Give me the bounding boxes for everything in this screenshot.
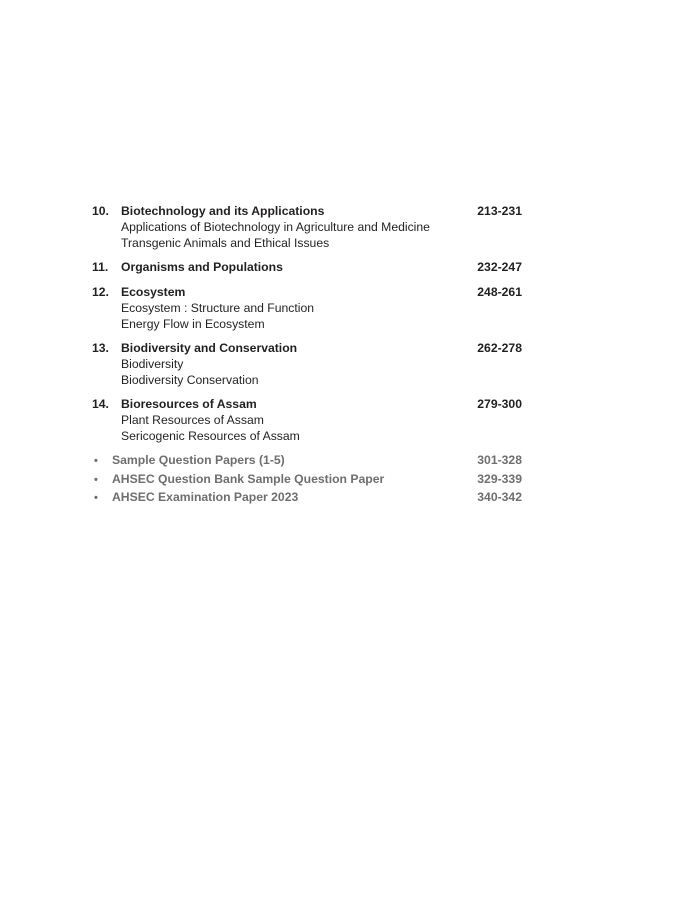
subtopic: Biodiversity — [121, 357, 184, 371]
bullet-icon: • — [94, 473, 98, 486]
subtopic: Sericogenic Resources of Assam — [121, 428, 300, 443]
chapter-pages: 262-278 — [477, 341, 522, 355]
chapter-entry — [92, 260, 522, 276]
extra-entry — [92, 490, 522, 509]
extras-list — [92, 453, 522, 509]
chapter-pages: 213-231 — [477, 204, 522, 218]
chapter-number: 11. — [92, 260, 109, 274]
chapter-title: Organisms and Populations — [121, 260, 283, 274]
chapter-number: 10. — [92, 204, 109, 218]
extra-title: Sample Question Papers (1-5) — [112, 453, 285, 467]
bullet-icon: • — [94, 492, 98, 504]
chapter-title: Ecosystem — [121, 285, 186, 299]
bullet-icon: • — [94, 455, 98, 467]
extra-entry — [92, 453, 522, 472]
chapter-title: Biotechnology and its Applications — [121, 204, 325, 218]
chapter-title: Bioresources of Assam — [121, 397, 257, 411]
chapter-title: Biodiversity and Conservation — [121, 341, 298, 355]
extra-title: AHSEC Question Bank Sample Question Paper — [112, 471, 385, 486]
chapter-number: 12. — [92, 285, 109, 299]
chapter-entry — [92, 204, 522, 251]
table-of-contents — [92, 204, 522, 509]
chapter-entry — [92, 285, 522, 332]
chapter-pages: 232-247 — [477, 260, 522, 274]
subtopic: Biodiversity Conservation — [121, 372, 259, 387]
chapter-pages: 279-300 — [477, 397, 522, 411]
extra-title: AHSEC Examination Paper 2023 — [112, 490, 299, 504]
subtopic: Plant Resources of Assam — [121, 413, 264, 427]
extra-pages: 301-328 — [477, 453, 522, 467]
chapter-number: 14. — [92, 397, 109, 411]
subtopic: Transgenic Animals and Ethical Issues — [121, 235, 330, 250]
chapter-pages: 248-261 — [477, 285, 522, 299]
subtopic: Applications of Biotechnology in Agriculture and Medicine — [121, 220, 430, 234]
extra-pages: 340-342 — [477, 490, 522, 504]
subtopic: Ecosystem : Structure and Function — [121, 301, 315, 315]
subtopic: Energy Flow in Ecosystem — [121, 316, 265, 331]
chapter-entry — [92, 397, 522, 444]
extra-entry — [92, 472, 522, 491]
chapter-entry — [92, 341, 522, 388]
extra-pages: 329-339 — [477, 471, 522, 486]
chapter-number: 13. — [92, 341, 109, 355]
